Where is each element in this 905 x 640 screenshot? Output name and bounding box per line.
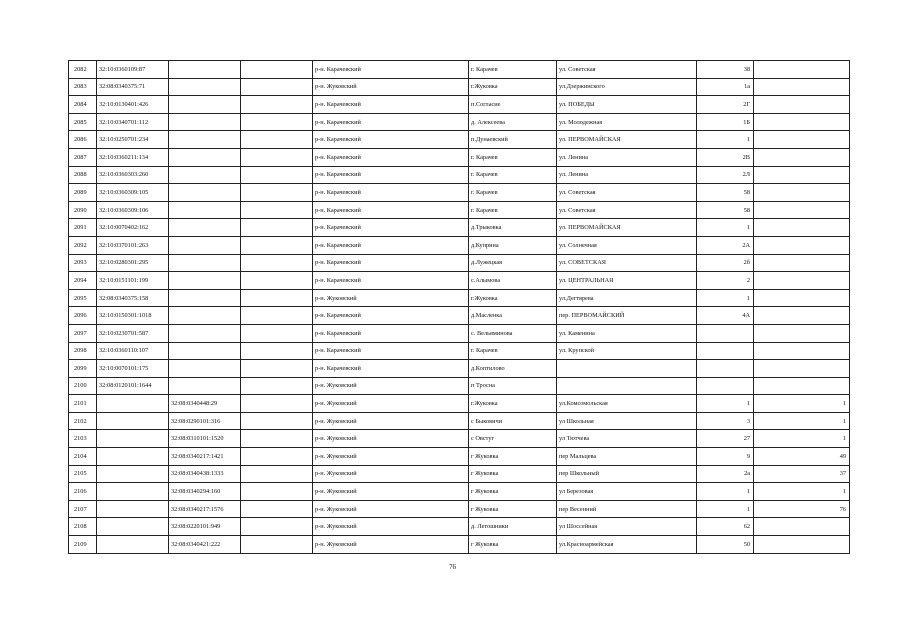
apartment-cell	[754, 113, 850, 131]
apartment-cell	[754, 131, 850, 149]
cadastral-number-alt	[169, 78, 241, 96]
row-number: 2098	[69, 342, 97, 360]
apartment-cell	[754, 360, 850, 378]
row-number: 2104	[69, 448, 97, 466]
cadastral-number-alt	[169, 166, 241, 184]
table-row	[69, 395, 850, 413]
empty-cell	[241, 61, 313, 79]
district-cell: р-н. Карачевский	[313, 113, 469, 131]
district-cell: р-н. Жуковский	[313, 536, 469, 554]
table-row	[69, 289, 850, 307]
table-row	[69, 113, 850, 131]
cadastral-number-alt: 32:08:0290101:316	[169, 412, 241, 430]
district-cell: р-н. Карачевский	[313, 219, 469, 237]
house-cell	[697, 377, 754, 395]
table-row	[69, 148, 850, 166]
cadastral-number	[97, 465, 169, 483]
table-row	[69, 272, 850, 290]
street-cell: ул Шоссейная	[557, 518, 697, 536]
empty-cell	[241, 395, 313, 413]
cadastral-number-alt	[169, 184, 241, 202]
cadastral-number	[97, 412, 169, 430]
street-cell: ул Тютчева	[557, 430, 697, 448]
apartment-cell: 76	[754, 500, 850, 518]
cadastral-number-alt	[169, 307, 241, 325]
empty-cell	[241, 500, 313, 518]
cadastral-number-alt	[169, 289, 241, 307]
empty-cell	[241, 272, 313, 290]
row-number: 2097	[69, 324, 97, 342]
street-cell: ул.Красноармейская	[557, 536, 697, 554]
apartment-cell	[754, 166, 850, 184]
district-cell: р-н. Жуковский	[313, 412, 469, 430]
table-row	[69, 184, 850, 202]
street-cell: пер Мальцева	[557, 448, 697, 466]
apartment-cell: 1	[754, 483, 850, 501]
street-cell: ул. Ленина	[557, 166, 697, 184]
empty-cell	[241, 201, 313, 219]
apartment-cell	[754, 78, 850, 96]
table-row	[69, 342, 850, 360]
table-row	[69, 236, 850, 254]
table-row	[69, 131, 850, 149]
row-number: 2107	[69, 500, 97, 518]
settlement-cell: г Жуковка	[469, 536, 557, 554]
cadastral-number: 32:10:0340701:112	[97, 113, 169, 131]
row-number: 2101	[69, 395, 97, 413]
district-cell: р-н. Карачевский	[313, 254, 469, 272]
apartment-cell: 37	[754, 465, 850, 483]
settlement-cell: г Жуковка	[469, 448, 557, 466]
house-cell: 1	[697, 395, 754, 413]
settlement-cell: г Жуковка	[469, 465, 557, 483]
house-cell: 2б	[697, 254, 754, 272]
row-number: 2100	[69, 377, 97, 395]
house-cell: 2Г	[697, 96, 754, 114]
street-cell	[557, 377, 697, 395]
settlement-cell: г. Карачев	[469, 166, 557, 184]
house-cell: 2Л	[697, 166, 754, 184]
table-row	[69, 61, 850, 79]
street-cell: ул. Советская	[557, 201, 697, 219]
cadastral-number: 32:10:0130401:426	[97, 96, 169, 114]
property-table	[68, 60, 850, 554]
cadastral-number-alt: 32:08:0310101:1520	[169, 430, 241, 448]
house-cell: 38	[697, 61, 754, 79]
apartment-cell	[754, 61, 850, 79]
cadastral-number: 32:08:0340375:71	[97, 78, 169, 96]
settlement-cell: г Жуковка	[469, 483, 557, 501]
settlement-cell: с.Алымова	[469, 272, 557, 290]
empty-cell	[241, 184, 313, 202]
street-cell: ул. ПОБЕДЫ	[557, 96, 697, 114]
district-cell: р-н. Жуковский	[313, 518, 469, 536]
empty-cell	[241, 236, 313, 254]
row-number: 2088	[69, 166, 97, 184]
district-cell: р-н. Жуковский	[313, 377, 469, 395]
table-row	[69, 430, 850, 448]
cadastral-number: 32:10:0150301:1018	[97, 307, 169, 325]
cadastral-number	[97, 483, 169, 501]
empty-cell	[241, 448, 313, 466]
apartment-cell: 1	[754, 430, 850, 448]
settlement-cell: г. Карачев	[469, 61, 557, 79]
district-cell: р-н. Карачевский	[313, 201, 469, 219]
table-row	[69, 448, 850, 466]
apartment-cell	[754, 219, 850, 237]
apartment-cell: 1	[754, 395, 850, 413]
district-cell: р-н. Жуковский	[313, 78, 469, 96]
district-cell: р-н. Карачевский	[313, 342, 469, 360]
house-cell: 27	[697, 430, 754, 448]
row-number: 2087	[69, 148, 97, 166]
row-number: 2083	[69, 78, 97, 96]
cadastral-number	[97, 430, 169, 448]
street-cell: ул.Дегтярева	[557, 289, 697, 307]
house-cell: 4А	[697, 307, 754, 325]
street-cell: ул. Каменина	[557, 324, 697, 342]
table-row	[69, 465, 850, 483]
apartment-cell: 49	[754, 448, 850, 466]
empty-cell	[241, 342, 313, 360]
street-cell: ул. Молодежная	[557, 113, 697, 131]
house-cell	[697, 342, 754, 360]
table-row	[69, 219, 850, 237]
row-number: 2089	[69, 184, 97, 202]
cadastral-number: 32:10:0360303:260	[97, 166, 169, 184]
cadastral-number	[97, 518, 169, 536]
cadastral-number-alt	[169, 254, 241, 272]
street-cell: ул Школьная	[557, 412, 697, 430]
settlement-cell: д.Масленка	[469, 307, 557, 325]
row-number: 2109	[69, 536, 97, 554]
district-cell: р-н. Карачевский	[313, 96, 469, 114]
cadastral-number: 32:10:0360309:106	[97, 201, 169, 219]
street-cell: ул. СОВЕТСКАЯ	[557, 254, 697, 272]
street-cell: пер Школьный	[557, 465, 697, 483]
empty-cell	[241, 148, 313, 166]
cadastral-number-alt	[169, 96, 241, 114]
apartment-cell	[754, 236, 850, 254]
district-cell: р-н. Жуковский	[313, 289, 469, 307]
apartment-cell	[754, 342, 850, 360]
empty-cell	[241, 465, 313, 483]
empty-cell	[241, 360, 313, 378]
cadastral-number: 32:10:0070402:162	[97, 219, 169, 237]
house-cell: 1Б	[697, 113, 754, 131]
settlement-cell: г. Карачев	[469, 148, 557, 166]
cadastral-number: 32:10:0230701:587	[97, 324, 169, 342]
table-row	[69, 483, 850, 501]
district-cell: р-н. Карачевский	[313, 166, 469, 184]
street-cell: ул. ПЕРВОМАЙСКАЯ	[557, 219, 697, 237]
house-cell	[697, 360, 754, 378]
cadastral-number-alt	[169, 61, 241, 79]
row-number: 2084	[69, 96, 97, 114]
street-cell	[557, 360, 697, 378]
cadastral-number	[97, 500, 169, 518]
district-cell: р-н. Карачевский	[313, 307, 469, 325]
row-number: 2091	[69, 219, 97, 237]
row-number: 2106	[69, 483, 97, 501]
house-cell: 1	[697, 131, 754, 149]
empty-cell	[241, 131, 313, 149]
apartment-cell	[754, 324, 850, 342]
street-cell: ул. Советская	[557, 61, 697, 79]
cadastral-number-alt	[169, 219, 241, 237]
table-row	[69, 254, 850, 272]
cadastral-number-alt	[169, 131, 241, 149]
settlement-cell: д. Алексеева	[469, 113, 557, 131]
street-cell: ул. Советская	[557, 184, 697, 202]
street-cell: ул Березовая	[557, 483, 697, 501]
settlement-cell: с Овстуг	[469, 430, 557, 448]
row-number: 2094	[69, 272, 97, 290]
row-number: 2093	[69, 254, 97, 272]
cadastral-number-alt	[169, 236, 241, 254]
empty-cell	[241, 377, 313, 395]
table-row	[69, 377, 850, 395]
empty-cell	[241, 483, 313, 501]
settlement-cell: д.Коптилово	[469, 360, 557, 378]
cadastral-number: 32:10:0360309:105	[97, 184, 169, 202]
settlement-cell: г.Жуковка	[469, 78, 557, 96]
table-row	[69, 324, 850, 342]
apartment-cell	[754, 184, 850, 202]
row-number: 2085	[69, 113, 97, 131]
empty-cell	[241, 307, 313, 325]
district-cell: р-н. Жуковский	[313, 500, 469, 518]
settlement-cell: г. Карачев	[469, 342, 557, 360]
empty-cell	[241, 430, 313, 448]
apartment-cell	[754, 536, 850, 554]
settlement-cell: д. Летошники	[469, 518, 557, 536]
table-row	[69, 201, 850, 219]
apartment-cell	[754, 377, 850, 395]
cadastral-number: 32:10:0250701:234	[97, 131, 169, 149]
table-row	[69, 166, 850, 184]
table-body	[69, 61, 850, 554]
empty-cell	[241, 113, 313, 131]
street-cell: ул.Комсомольская	[557, 395, 697, 413]
empty-cell	[241, 78, 313, 96]
settlement-cell: д.Трыковка	[469, 219, 557, 237]
table-row	[69, 518, 850, 536]
settlement-cell: г Жуковка	[469, 500, 557, 518]
cadastral-number: 32:10:0151101:199	[97, 272, 169, 290]
district-cell: р-н. Карачевский	[313, 61, 469, 79]
district-cell: р-н. Карачевский	[313, 360, 469, 378]
cadastral-number: 32:08:0120101:1644	[97, 377, 169, 395]
district-cell: р-н. Карачевский	[313, 272, 469, 290]
street-cell: ул.Дзержинского	[557, 78, 697, 96]
street-cell: пер. ПЕРВОМАЙСКИЙ	[557, 307, 697, 325]
cadastral-number: 32:10:0070101:175	[97, 360, 169, 378]
row-number: 2082	[69, 61, 97, 79]
cadastral-number-alt	[169, 342, 241, 360]
empty-cell	[241, 254, 313, 272]
cadastral-number-alt: 32:08:0340421:222	[169, 536, 241, 554]
cadastral-number: 32:10:0370101:263	[97, 236, 169, 254]
cadastral-number-alt: 32:08:0340217:1421	[169, 448, 241, 466]
cadastral-number-alt	[169, 324, 241, 342]
table-row	[69, 412, 850, 430]
table-row	[69, 360, 850, 378]
street-cell: ул. ПЕРВОМАЙСКАЯ	[557, 131, 697, 149]
row-number: 2105	[69, 465, 97, 483]
house-cell	[697, 324, 754, 342]
settlement-cell: п Тросна	[469, 377, 557, 395]
settlement-cell: г.Жуковка	[469, 395, 557, 413]
house-cell: 62	[697, 518, 754, 536]
empty-cell	[241, 96, 313, 114]
house-cell: 50	[697, 536, 754, 554]
row-number: 2099	[69, 360, 97, 378]
settlement-cell: д.Лужецкая	[469, 254, 557, 272]
row-number: 2095	[69, 289, 97, 307]
empty-cell	[241, 412, 313, 430]
apartment-cell	[754, 201, 850, 219]
district-cell: р-н. Карачевский	[313, 148, 469, 166]
cadastral-number	[97, 448, 169, 466]
district-cell: р-н. Жуковский	[313, 448, 469, 466]
settlement-cell: г. Карачев	[469, 201, 557, 219]
street-cell: пер Весенний	[557, 500, 697, 518]
cadastral-number-alt: 32:08:0220101:949	[169, 518, 241, 536]
district-cell: р-н. Карачевский	[313, 236, 469, 254]
apartment-cell	[754, 254, 850, 272]
row-number: 2086	[69, 131, 97, 149]
house-cell: 2А	[697, 236, 754, 254]
settlement-cell: г. Карачев	[469, 184, 557, 202]
street-cell: ул. Крупской	[557, 342, 697, 360]
house-cell: 1	[697, 500, 754, 518]
settlement-cell: д.Куприна	[469, 236, 557, 254]
table-row	[69, 500, 850, 518]
settlement-cell: п.Согласие	[469, 96, 557, 114]
house-cell: 1	[697, 289, 754, 307]
empty-cell	[241, 289, 313, 307]
row-number: 2090	[69, 201, 97, 219]
table-row	[69, 536, 850, 554]
cadastral-number-alt	[169, 377, 241, 395]
empty-cell	[241, 166, 313, 184]
cadastral-number: 32:10:0360110:107	[97, 342, 169, 360]
apartment-cell	[754, 518, 850, 536]
empty-cell	[241, 219, 313, 237]
apartment-cell	[754, 289, 850, 307]
cadastral-number-alt: 32:08:0340448:29	[169, 395, 241, 413]
apartment-cell	[754, 272, 850, 290]
settlement-cell: с Быковичи	[469, 412, 557, 430]
cadastral-number-alt: 32:08:0340217:1576	[169, 500, 241, 518]
table-row	[69, 78, 850, 96]
street-cell: ул. Ленина	[557, 148, 697, 166]
cadastral-number: 32:10:0360211:134	[97, 148, 169, 166]
house-cell: 1а	[697, 78, 754, 96]
row-number: 2103	[69, 430, 97, 448]
empty-cell	[241, 324, 313, 342]
cadastral-number-alt	[169, 272, 241, 290]
settlement-cell: п.Дунаевский	[469, 131, 557, 149]
cadastral-number-alt	[169, 201, 241, 219]
empty-cell	[241, 518, 313, 536]
settlement-cell: г.Жуковка	[469, 289, 557, 307]
street-cell: ул. ЦЕНТРАЛЬНАЯ	[557, 272, 697, 290]
cadastral-number: 32:08:0340375:158	[97, 289, 169, 307]
row-number: 2096	[69, 307, 97, 325]
house-cell: 3	[697, 412, 754, 430]
cadastral-number-alt	[169, 360, 241, 378]
house-cell: 2	[697, 272, 754, 290]
district-cell: р-н. Жуковский	[313, 483, 469, 501]
row-number: 2092	[69, 236, 97, 254]
house-cell: 9	[697, 448, 754, 466]
house-cell: 1	[697, 219, 754, 237]
street-cell: ул. Солнечная	[557, 236, 697, 254]
house-cell: 58	[697, 201, 754, 219]
district-cell: р-н. Карачевский	[313, 131, 469, 149]
house-cell: 2а	[697, 465, 754, 483]
cadastral-number	[97, 395, 169, 413]
house-cell: 58	[697, 184, 754, 202]
cadastral-number-alt: 32:08:0340294:160	[169, 483, 241, 501]
table-row	[69, 307, 850, 325]
apartment-cell	[754, 307, 850, 325]
district-cell: р-н. Жуковский	[313, 465, 469, 483]
district-cell: р-н. Жуковский	[313, 430, 469, 448]
cadastral-number-alt	[169, 148, 241, 166]
settlement-cell: с. Вельяминова	[469, 324, 557, 342]
cadastral-number: 32:10:0360109:87	[97, 61, 169, 79]
row-number: 2102	[69, 412, 97, 430]
house-cell: 1	[697, 483, 754, 501]
empty-cell	[241, 536, 313, 554]
house-cell: 2В	[697, 148, 754, 166]
district-cell: р-н. Карачевский	[313, 184, 469, 202]
cadastral-number-alt	[169, 113, 241, 131]
cadastral-number	[97, 536, 169, 554]
table-row	[69, 96, 850, 114]
apartment-cell	[754, 96, 850, 114]
cadastral-number: 32:10:0280301:295	[97, 254, 169, 272]
page-number: 76	[449, 563, 456, 571]
apartment-cell: 1	[754, 412, 850, 430]
cadastral-number-alt: 32:08:0340438:1333	[169, 465, 241, 483]
apartment-cell	[754, 148, 850, 166]
district-cell: р-н. Карачевский	[313, 324, 469, 342]
row-number: 2108	[69, 518, 97, 536]
district-cell: р-н. Жуковский	[313, 395, 469, 413]
